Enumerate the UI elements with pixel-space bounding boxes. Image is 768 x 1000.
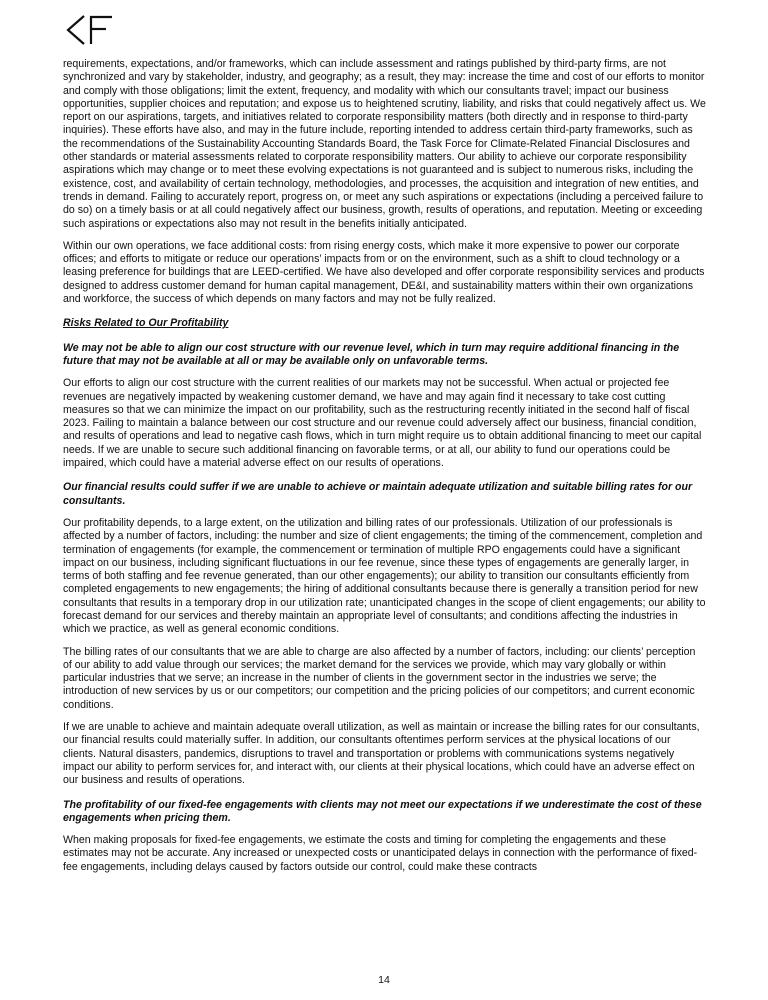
- document-body: [63, 58, 706, 874]
- paragraph: If we are unable to achieve and maintain adequate overall utilization, as well as maintain or increase the billing rates for our consultants, our financial results could materially suffer. In addition, our consultants oftentimes perform services at the physical locations of our clients. Natural disasters, pandemics, disruptions to travel and transportation or problems with communications systems negatively impact our ability to perform services for, and interact with, our clients at their physical locations, which could have an adverse effect on our business and results of operations.: [63, 721, 700, 787]
- paragraph: Our profitability depends, to a large extent, on the utilization and billing rates of our professionals. Utilization of our professionals is affected by a number of factors, including: the number and size of client engagements; the timing of the commencement, completion and termination of engagements (for example, the commencement or termination of multiple RPO engagements could have a significant impact on our business, including significant fluctuations in our fee revenue, since these types of engagements are generally larger, in terms of both staffing and fee revenue generated, than our other engagements); our ability to transition our consultants efficiently from completed engagements to new engagements; the hiring of additional consultants because there is generally a transition period for new consultants that results in a temporary drop in our utilization rate; unanticipated changes in the scope of client engagements; our ability to forecast demand for our services and thereby maintain an appropriate level of consultants; and conditions affecting the industries in which we practice, as well as general economic conditions.: [63, 516, 706, 636]
- risk-heading: The profitability of our fixed-fee engagements with clients may not meet our expectations if we underestimate the cost of these engagements when pricing them.: [63, 798, 702, 824]
- paragraph: Within our own operations, we face additional costs: from rising energy costs, which make it more expensive to power our corporate offices; and efforts to mitigate or reduce our operations’ impacts from or on the environment, such as a shift to cloud technology or a leasing preference for buildings that are LEED-certified. We have also developed and offer corporate responsibility services and products designed to address customer demand for human capital management, DE&I, and sustainability matters within their own organizations and workforce, the success of which depends on many factors and may not be fully realized.: [63, 239, 705, 306]
- page-footer: [0, 974, 768, 986]
- page-number: 14: [378, 974, 390, 986]
- paragraph: When making proposals for fixed-fee engagements, we estimate the costs and timing for completing the engagements and these estimates may not be accurate. Any increased or unexpected costs or unanticipated delays in connection with the performance of fixed-fee engagements, including delays caused by factors outside our control, could make these contracts: [63, 834, 698, 873]
- paragraph: requirements, expectations, and/or frameworks, which can include assessment and ratings published by third-party firms, are not synchronized and vary by stakeholder, industry, and geography; as a result, they may: increase the time and cost of our efforts to monitor and comply with those obligations; limit the extent, frequency, and modality with which our consultants travel; impact our business opportunities, supplier choices and reputation; and expose us to heightened scrutiny, liability, and risks that could negatively affect us. We report on our aspirations, targets, and initiatives related to corporate responsibility matters (both directly and in response to third-party inquiries). These efforts have also, and may in the future include, reporting intended to address certain third-party frameworks, such as the recommendations of the Sustainability Accounting Standards Board, the Task Force for Climate-Related Financial Disclosures and other standards or material assessments related to corporate responsibility matters. Our ability to achieve our corporate responsibility aspirations which may change or to meet these evolving expectations is not guaranteed and is subject to numerous risks, including the existence, cost, and availability of certain technology, methodologies, and processes, the acquisition and integration of new entities, and trends in demand. Failing to accurately report, progress on, or meet any such aspirations or expectations (including a perceived failure to do so) on a timely basis or at all could negatively affect our business, growth, results of operations, and reputation. Meeting or exceeding such aspirations or expectations also may not result in the benefits initially anticipated.: [63, 58, 706, 230]
- risk-heading: Our financial results could suffer if we are unable to achieve or maintain adequate utilization and suitable billing rates for our consultants.: [63, 481, 693, 507]
- risk-heading: We may not be able to align our cost structure with our revenue level, which in turn may require additional financing in the future that may not be available at all or may be available only on unfavorable terms.: [63, 341, 680, 367]
- paragraph: Our efforts to align our cost structure with the current realities of our markets may not be successful. When actual or projected fee revenues are negatively impacted by weakening customer demand, we have and may again find it necessary to take cost cutting measures so that we can minimize the impact on our profitability, such as the restructuring recently initiated in the second half of fiscal 2023. Failing to maintain a balance between our cost structure and our revenue could adversely affect our business, financial condition, and results of operations and lead to negative cash flows, which in turn might require us to obtain additional financing to meet our capital needs. If we are unable to secure such additional financing on favorable terms, or at all, our ability to fund our operations could be impaired, which could have a material adverse effect on our results of operations.: [63, 377, 702, 470]
- page-header: [0, 0, 768, 50]
- paragraph: The billing rates of our consultants that we are able to charge are also affected by a number of factors, including: our clients’ perception of our ability to add value through our services; the market demand for the services we provide, which may vary globally or within particular industries that we serve; an increase in the number of clients in the government sector in the industries we serve; the introduction of new services by us or our competitors; our competition and the pricing policies of our competitors; and current economic conditions.: [63, 645, 696, 711]
- korn-ferry-logo-icon: [64, 14, 116, 46]
- section-heading: Risks Related to Our Profitability: [63, 317, 229, 330]
